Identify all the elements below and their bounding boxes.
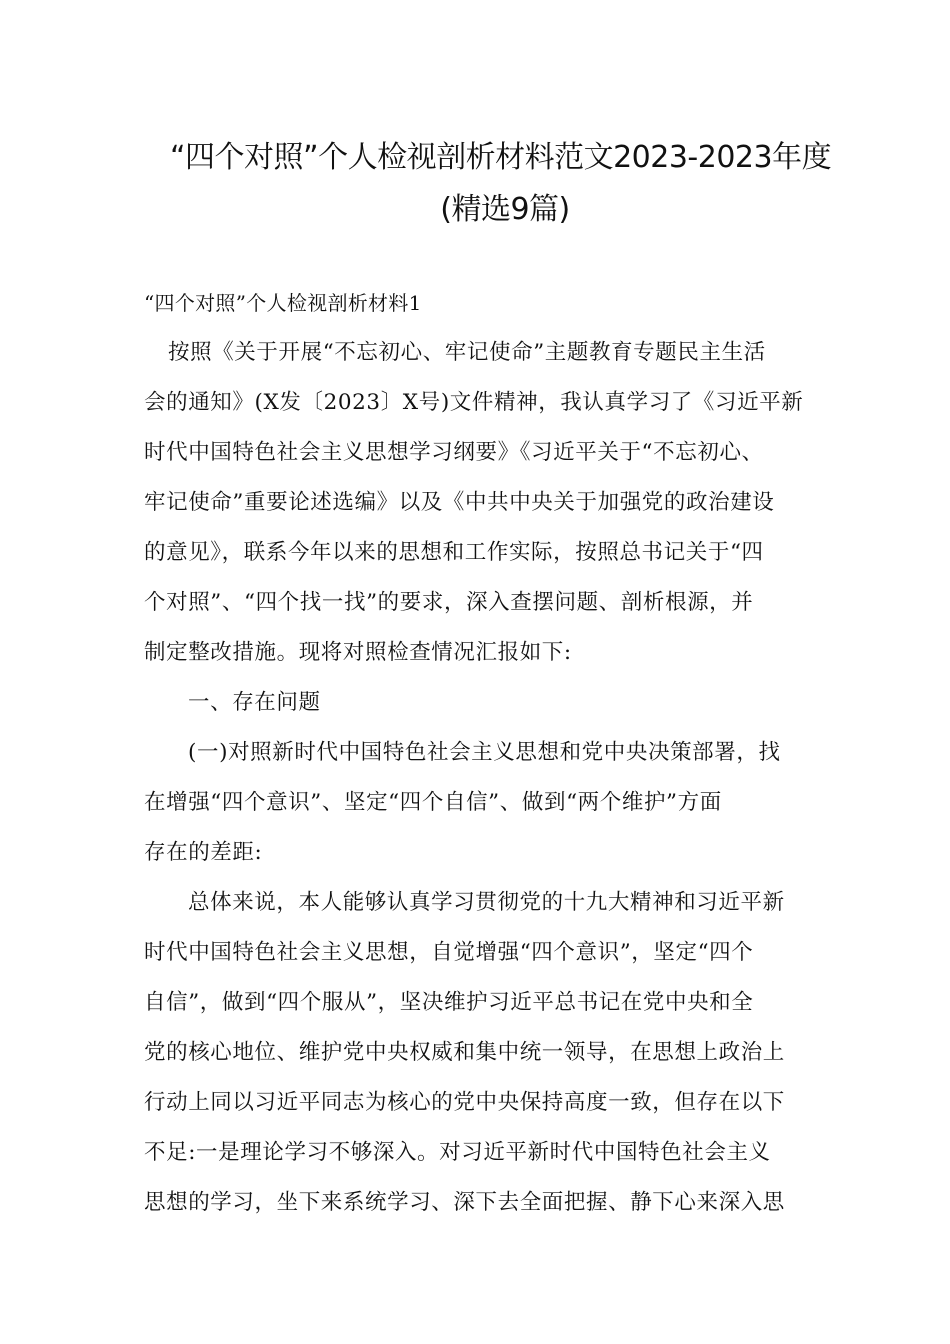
section-heading: 一、存在问题 — [188, 690, 321, 715]
paragraph-line: 会的通知》(X发〔2023〕X号)文件精神，我认真学习了《习近平新 — [144, 390, 804, 415]
paragraph-line: 个对照”、“四个找一找”的要求，深入查摆问题、剖析根源，并 — [144, 590, 754, 615]
paragraph-line: 思想的学习，坐下来系统学习、深下去全面把握、静下心来深入思 — [144, 1190, 785, 1215]
paragraph-line: 行动上同以习近平同志为核心的党中央保持高度一致，但存在以下 — [144, 1090, 785, 1115]
paragraph-line: 自信”，做到“四个服从”，坚决维护习近平总书记在党中央和全 — [144, 990, 754, 1015]
paragraph-line: 制定整改措施。现将对照检查情况汇报如下: — [144, 640, 572, 665]
paragraph-line: 按照《关于开展“不忘初心、牢记使命”主题教育专题民主生活 — [168, 340, 766, 365]
paragraph-line: 牢记使命”重要论述选编》以及《中共中央关于加强党的政治建设 — [144, 490, 775, 515]
paragraph-line: 不足:一是理论学习不够深入。对习近平新时代中国特色社会主义 — [144, 1140, 771, 1165]
subheading-line: 在增强“四个意识”、坚定“四个自信”、做到“两个维护”方面 — [144, 790, 722, 815]
paragraph-line: 时代中国特色社会主义思想学习纲要》《习近平关于“不忘初心、 — [144, 440, 764, 465]
paragraph-line: 总体来说，本人能够认真学习贯彻党的十九大精神和习近平新 — [188, 890, 785, 915]
subheading-line: 存在的差距: — [144, 840, 263, 865]
document-title-line1: “四个对照”个人检视剖析材料范文2023-2023年度 — [170, 140, 832, 175]
paragraph-line: 党的核心地位、维护党中央权威和集中统一领导，在思想上政治上 — [144, 1040, 785, 1065]
paragraph-line: 的意见》，联系今年以来的思想和工作实际，按照总书记关于“四 — [144, 540, 764, 565]
paragraph-line: 时代中国特色社会主义思想，自觉增强“四个意识”，坚定“四个 — [144, 940, 754, 965]
document-title-line2: (精选9篇) — [440, 192, 570, 227]
subheading-line: (一)对照新时代中国特色社会主义思想和党中央决策部署，找 — [188, 740, 781, 765]
section-title: “四个对照”个人检视剖析材料1 — [144, 291, 422, 315]
